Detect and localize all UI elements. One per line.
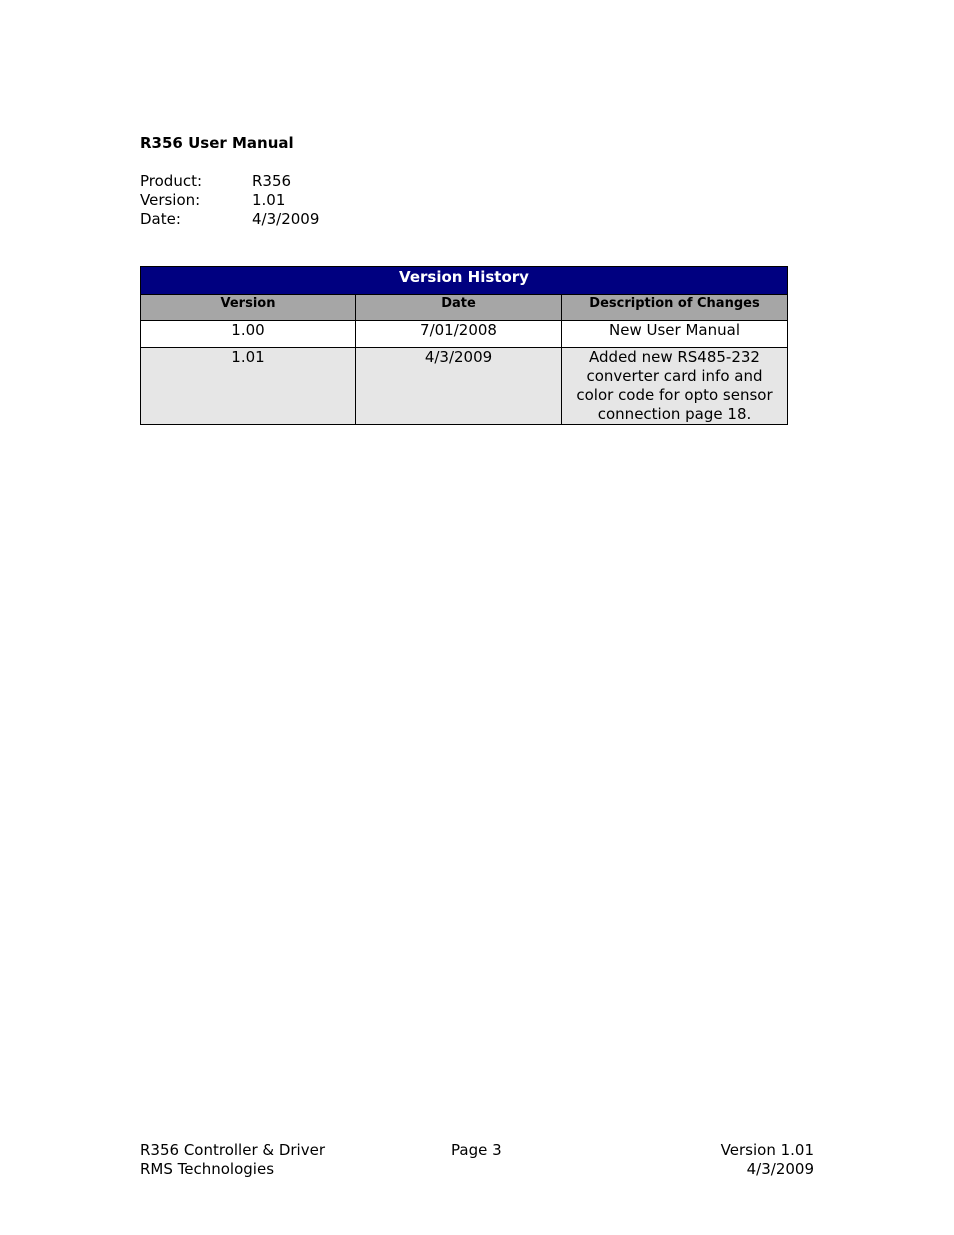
column-header-description: Description of Changes (562, 295, 788, 321)
footer-product-name: R356 Controller & Driver (140, 1141, 325, 1159)
cell-version: 1.01 (141, 348, 356, 425)
table-row (141, 348, 788, 425)
description-line: converter card info and (586, 367, 763, 385)
meta-value: 4/3/2009 (252, 210, 320, 228)
meta-label: Version: (140, 191, 201, 209)
document-title: R356 User Manual (140, 134, 294, 152)
footer-left (140, 1141, 325, 1179)
column-header-version: Version (141, 295, 356, 321)
footer-version: Version 1.01 (720, 1141, 814, 1159)
column-header-date: Date (356, 295, 562, 321)
table-title-row (141, 267, 788, 295)
meta-row-product (140, 172, 319, 191)
meta-row-date (140, 210, 319, 229)
meta-label: Product: (140, 172, 203, 190)
meta-value: 1.01 (252, 191, 286, 209)
document-meta (140, 172, 319, 229)
description-line: connection page 18. (597, 405, 752, 423)
footer-company: RMS Technologies (140, 1160, 275, 1178)
cell-date: 4/3/2009 (356, 348, 562, 425)
meta-value: R356 (252, 172, 292, 190)
footer-page-number: Page 3 (451, 1141, 502, 1159)
table-title: Version History (141, 267, 788, 295)
footer-right (721, 1141, 814, 1179)
meta-label: Date: (140, 210, 181, 228)
footer-date: 4/3/2009 (746, 1160, 814, 1178)
description-line: color code for opto sensor (576, 386, 773, 404)
table-header-row (141, 295, 788, 321)
table-row (141, 321, 788, 348)
cell-description (562, 348, 788, 425)
meta-row-version (140, 191, 319, 210)
cell-description: New User Manual (562, 321, 788, 348)
description-line: Added new RS485-232 (589, 348, 760, 366)
cell-version: 1.00 (141, 321, 356, 348)
version-history-table (140, 266, 788, 425)
cell-date: 7/01/2008 (356, 321, 562, 348)
